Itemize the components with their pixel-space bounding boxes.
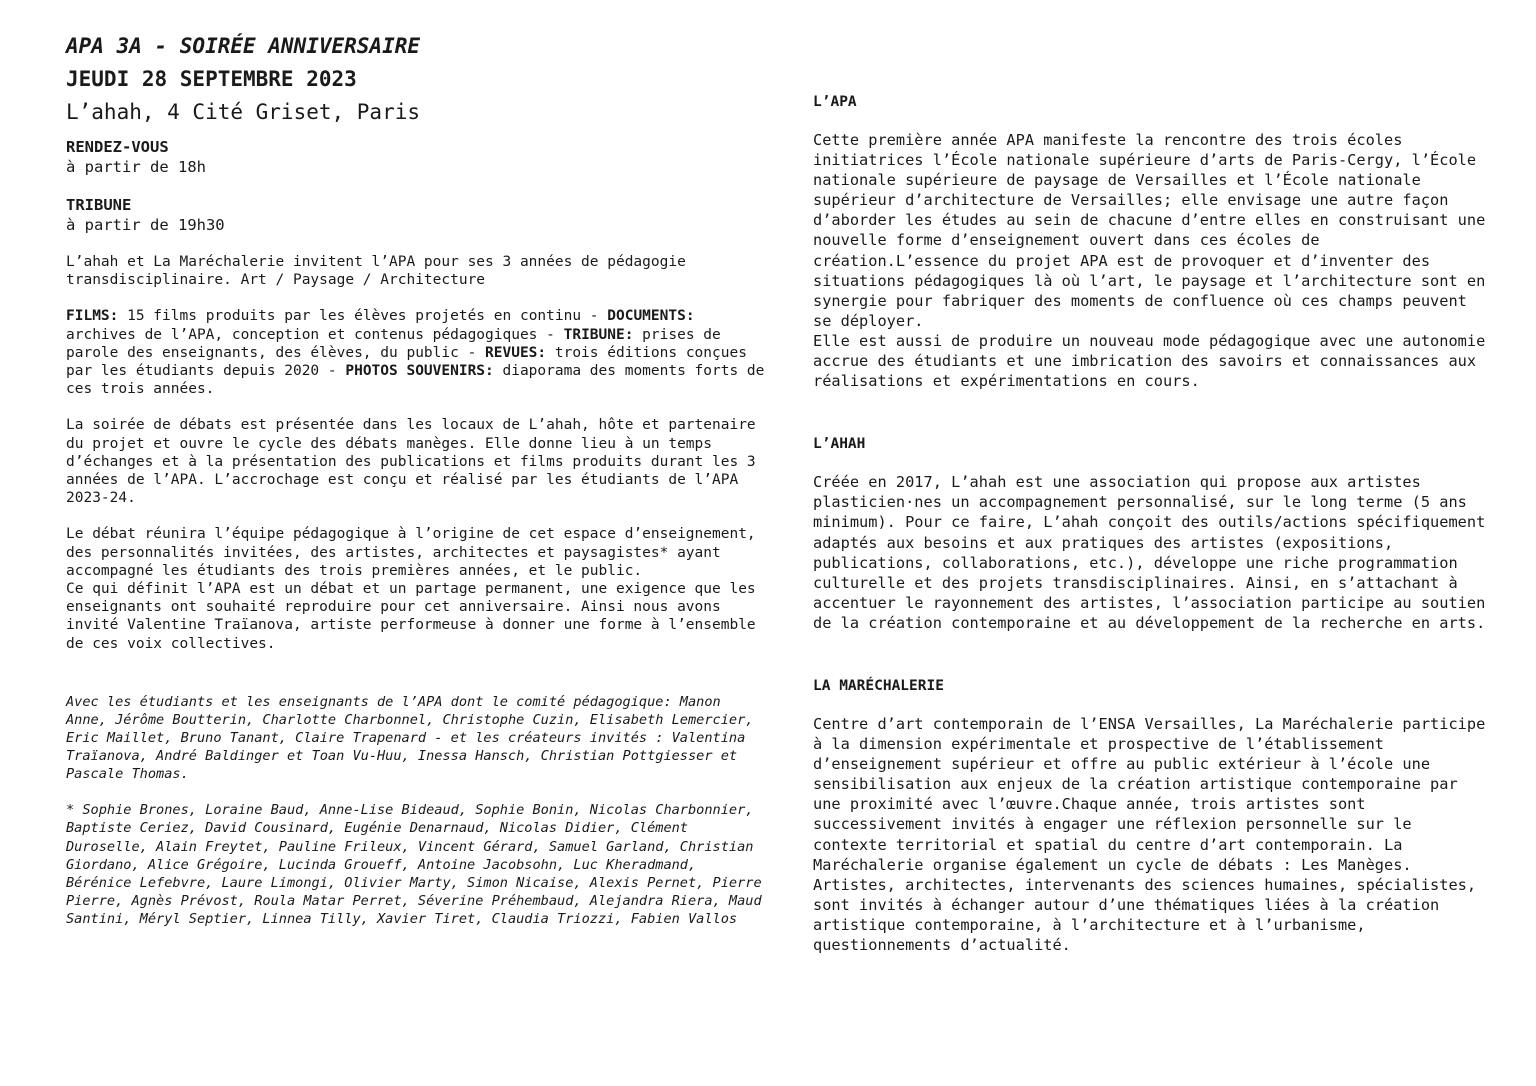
films-text: 15 films produits par les élèves projetés en continu - [118,308,608,325]
tribune-program-label: TRIBUNE: [563,326,634,343]
right-column [813,92,1493,955]
photos-text: diaporama des moments forts de ces trois années. [66,363,765,398]
apa-section-title: L’APA [813,94,857,110]
documents-text: archives de l’APA, conception et contenus pédagogiques - [66,326,564,343]
debat-paragraph-2: Ce qui définit l’APA est un débat et un partage permanent, une exigence que les enseignants ont souhaité reproduire pour cet anniversaire. Ainsi nous avons invité Valentine Traïanova, artiste performeuse à donner une forme à l’ensemble de ces voix collectives. [66,581,756,652]
apa-section-text-1: Cette première année APA manifeste la rencontre des trois écoles initiatrices l’École nationale supérieure d’arts de Paris-Cergy, l’École nationale supérieure de paysage de Versailles et l’École nationale supérieur d’architecture de Versailles; elle envisage une autre façon d’aborder les études au sein de chacune d’entre elles en construisant une nouvelle forme d’enseignement ouvert dans ces écoles de création.L’essence du projet APA est de provoquer et d’inventer des situations pédagogiques là où l’art, le paysage et l’architecture sont en synergie pour fabriquer des moments de confluence où ces champs peuvent se déployer. [813,131,1486,330]
tribune-program-text: prises de parole des enseignants, des élèves, du public - [66,326,721,361]
documents-label: DOCUMENTS: [607,308,695,325]
event-title: APA 3A - SOIRÉE ANNIVERSAIRE [66,34,421,58]
contributors-credits: * Sophie Brones, Loraine Baud, Anne-Lise Bideaud, Sophie Bonin, Nicolas Charbonnier, Baptiste Ceriez, David Cousinard, Eugénie Denarnaud, Nicolas Didier, Clément Duroselle, Alain Freytet, Pauline Frileux, Vincent Gérard, Samuel Garland, Christian Giordano, Alice Grégoire, Lucinda Groueff, Antoine Jacobsohn, Luc Kheradmand, Bérénice Lefebvre, Laure Limongi, Olivier Marty, Simon Nicaise, Alexis Pernet, Pierre Pierre, Agnès Prévost, Roula Matar Perret, Séverine Préhembaud, Alejandra Riera, Maud Santini, Méryl Septier, Linnea Tilly, Xavier Tiret, Claudia Triozzi, Fabien Vallos [66,802,762,927]
rendezvous-time: à partir de 18h [66,158,206,176]
ahah-section-title: L’AHAH [813,436,866,453]
left-column [66,30,766,946]
tribune-label: TRIBUNE [66,196,132,214]
committee-credits: Avec les étudiants et les enseignants de l’APA dont le comité pédagogique: Manon Anne, Jérôme Boutterin, Charlotte Charbonnel, Christophe Cuzin, Elisabeth Lemercier, Eric Maillet, Bruno Tanant, Claire Trapenard - et les créateurs invités : Valentina Traïanova, André Baldinger et Toan Vu-Huu, Inessa Hansch, Christian Pottgiesser et Pascale Thomas. [66,693,754,783]
tribune-time: à partir de 19h30 [66,216,225,234]
revues-text: trois éditions conçues par les étudiants depuis 2020 - [66,344,747,380]
debat-paragraph-1: Le débat réunira l’équipe pédagogique à l’origine de cet espace d’enseignement, des personnalités invitées, des artistes, architectes et paysagistes* ayant accompagné les étudiants des trois premières années, et le public. [66,526,756,579]
revues-label: REVUES: [485,344,547,361]
event-location: L’ahah, 4 Cité Griset, Paris [66,100,421,124]
intro-paragraph: L’ahah et La Maréchalerie invitent l’APA pour ses 3 années de pédagogie transdisciplinaire. Art / Paysage / Architecture [66,254,686,289]
marechalerie-section-text: Centre d’art contemporain de l’ENSA Versailles, La Maréchalerie participe à la dimension expérimentale et prospective de l’établissement d’enseignement supérieur et offre au public extérieur à l’école une sensibilisation aux enjeux de la création artistique contemporaine par une proximité avec l’œuvre.Chaque année, trois artistes sont successivement invités à engager une réflexion personnelle sur le contexte territorial et spatial du centre d’art contemporain. La Maréchalerie organise également un cycle de débats : Les Manèges. Artistes, architectes, intervenants des sciences humaines, spécialistes, sont invités à échanger autour d’une thématiques liées à la création artistique contemporaine, à l’architecture et à l’urbanisme, questionnements d’actualité. [813,714,1486,954]
apa-section-text-2: Elle est aussi de produire un nouveau mode pédagogique avec une autonomie accrue des étudiants et une imbrication des savoirs et connaissances aux réalisations et expérimentations en cours. [813,331,1486,391]
ahah-section-text: Créée en 2017, L’ahah est une association qui propose aux artistes plasticien·nes un accompagnement personnalisé, sur le long terme (5 ans minimum). Pour ce faire, L’ahah conçoit des outils/actions spécifiquement adaptés aux besoins et aux pratiques des artistes (expositions, publications, collaborations, etc.), développe une riche programmation culturelle et des projets transdisciplinaires. Ainsi, en s’attachant à accentuer le rayonnement des artistes, l’association participe au soutien de la création contemporaine et au développement de la recherche en arts. [813,473,1486,632]
marechalerie-section-title: LA MARÉCHALERIE [813,677,944,694]
rendezvous-label: RENDEZ-VOUS [66,138,169,156]
soiree-paragraph: La soirée de débats est présentée dans les locaux de L’ahah, hôte et partenaire du projet et ouvre le cycle des débats manèges. Elle donne lieu à un temps d’échanges et à la présentation des publications et films produits durant les 3 années de l’APA. L’accrochage est conçu et réalisé par les étudiants de l’APA 2023-24. [66,417,756,507]
films-label: FILMS: [66,308,119,325]
event-date: JEUDI 28 SEPTEMBRE 2023 [66,67,357,91]
photos-label: PHOTOS SOUVENIRS: [345,363,494,380]
program-paragraph [66,307,766,398]
